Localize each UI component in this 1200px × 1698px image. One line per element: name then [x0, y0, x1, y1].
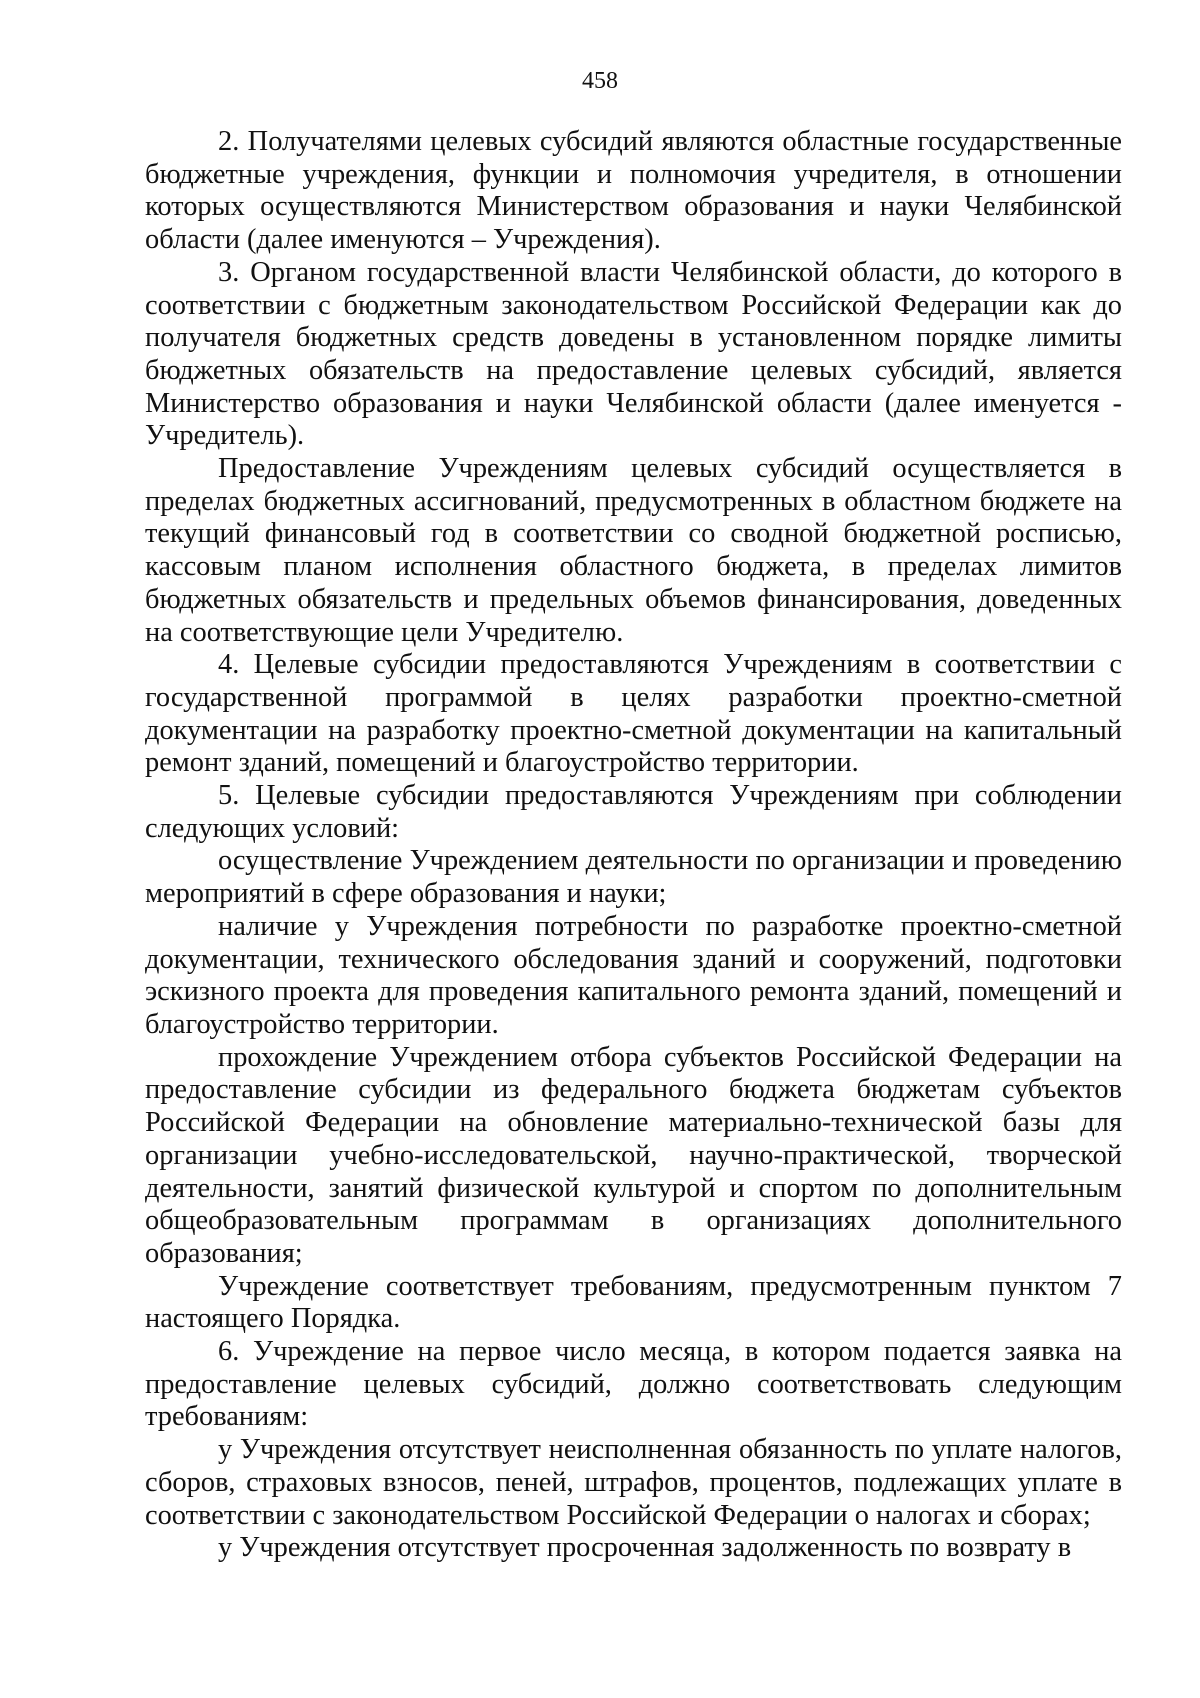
paragraph-requirement-taxes: у Учреждения отсутствует неисполненная обязанность по уплате налогов, сборов, страховых взносов, пеней, штрафов, процентов, подлежащих уплате в соответствии с законодательством Российской Федерации о налогах и сборах; — [145, 1434, 1122, 1531]
paragraph-condition-selection: прохождение Учреждением отбора субъектов Российской Федерации на предоставление субсидии из федерального бюджета бюджетам субъектов Российской Федерации на обновление материально-технической базы для организации учебно-исследовательской, научно-практической, творческой деятельности, занятий физической культурой и спортом по дополнительным общеобразовательным программам в организациях дополнительного образования; — [145, 1041, 1122, 1269]
paragraph-requirements-intro: 6. Учреждение на первое число месяца, в котором подается заявка на предоставление целевых субсидий, должно соответствовать следующим требованиям: — [145, 1336, 1122, 1433]
paragraph-budget-limits: Предоставление Учреждениям целевых субсидий осуществляется в пределах бюджетных ассигнований, предусмотренных в областном бюджете на текущий финансовый год в соответствии со сводной бюджетной росписью, кассовым планом исполнения областного бюджета, в пределах лимитов бюджетных обязательств и предельных объемов финансирования, доведенных на соответствующие цели Учредителю. — [145, 453, 1122, 648]
paragraph-requirement-debt: у Учреждения отсутствует просроченная задолженность по возврату в — [218, 1532, 1072, 1564]
paragraph-condition-activity: осуществление Учреждением деятельности по организации и проведению мероприятий в сфере образования и науки; — [145, 845, 1122, 910]
document-body — [145, 126, 1122, 1565]
paragraph-condition-need: наличие у Учреждения потребности по разработке проектно-сметной документации, технического обследования зданий и сооружений, подготовки эскизного проекта для проведения капитального ремонта зданий, помещений и благоустройство территории. — [145, 910, 1122, 1040]
paragraph-condition-requirements: Учреждение соответствует требованиям, предусмотренным пунктом 7 настоящего Порядка. — [145, 1270, 1122, 1335]
page-number: 458 — [582, 68, 618, 94]
paragraph-conditions-intro: 5. Целевые субсидии предоставляются Учреждениям при соблюдении следующих условий: — [145, 780, 1122, 844]
paragraph-purpose: 4. Целевые субсидии предоставляются Учреждениям в соответствии с государственной программой в целях разработки проектно-сметной документации на разработку проектно-сметной документации на капитальный ремонт зданий, помещений и благоустройство территории. — [145, 649, 1122, 779]
paragraph-authority: 3. Органом государственной власти Челябинской области, до которого в соответствии с бюджетным законодательством Российской Федерации как до получателя бюджетных средств доведены в установленном порядке лимиты бюджетных обязательств на предоставление целевых субсидий, является Министерство образования и науки Челябинской области (далее именуется - Учредитель). — [145, 256, 1122, 452]
paragraph-recipients: 2. Получателями целевых субсидий являются областные государственные бюджетные учреждения, функции и полномочия учредителя, в отношении которых осуществляются Министерством образования и науки Челябинской области (далее именуются – Учреждения). — [145, 126, 1122, 256]
